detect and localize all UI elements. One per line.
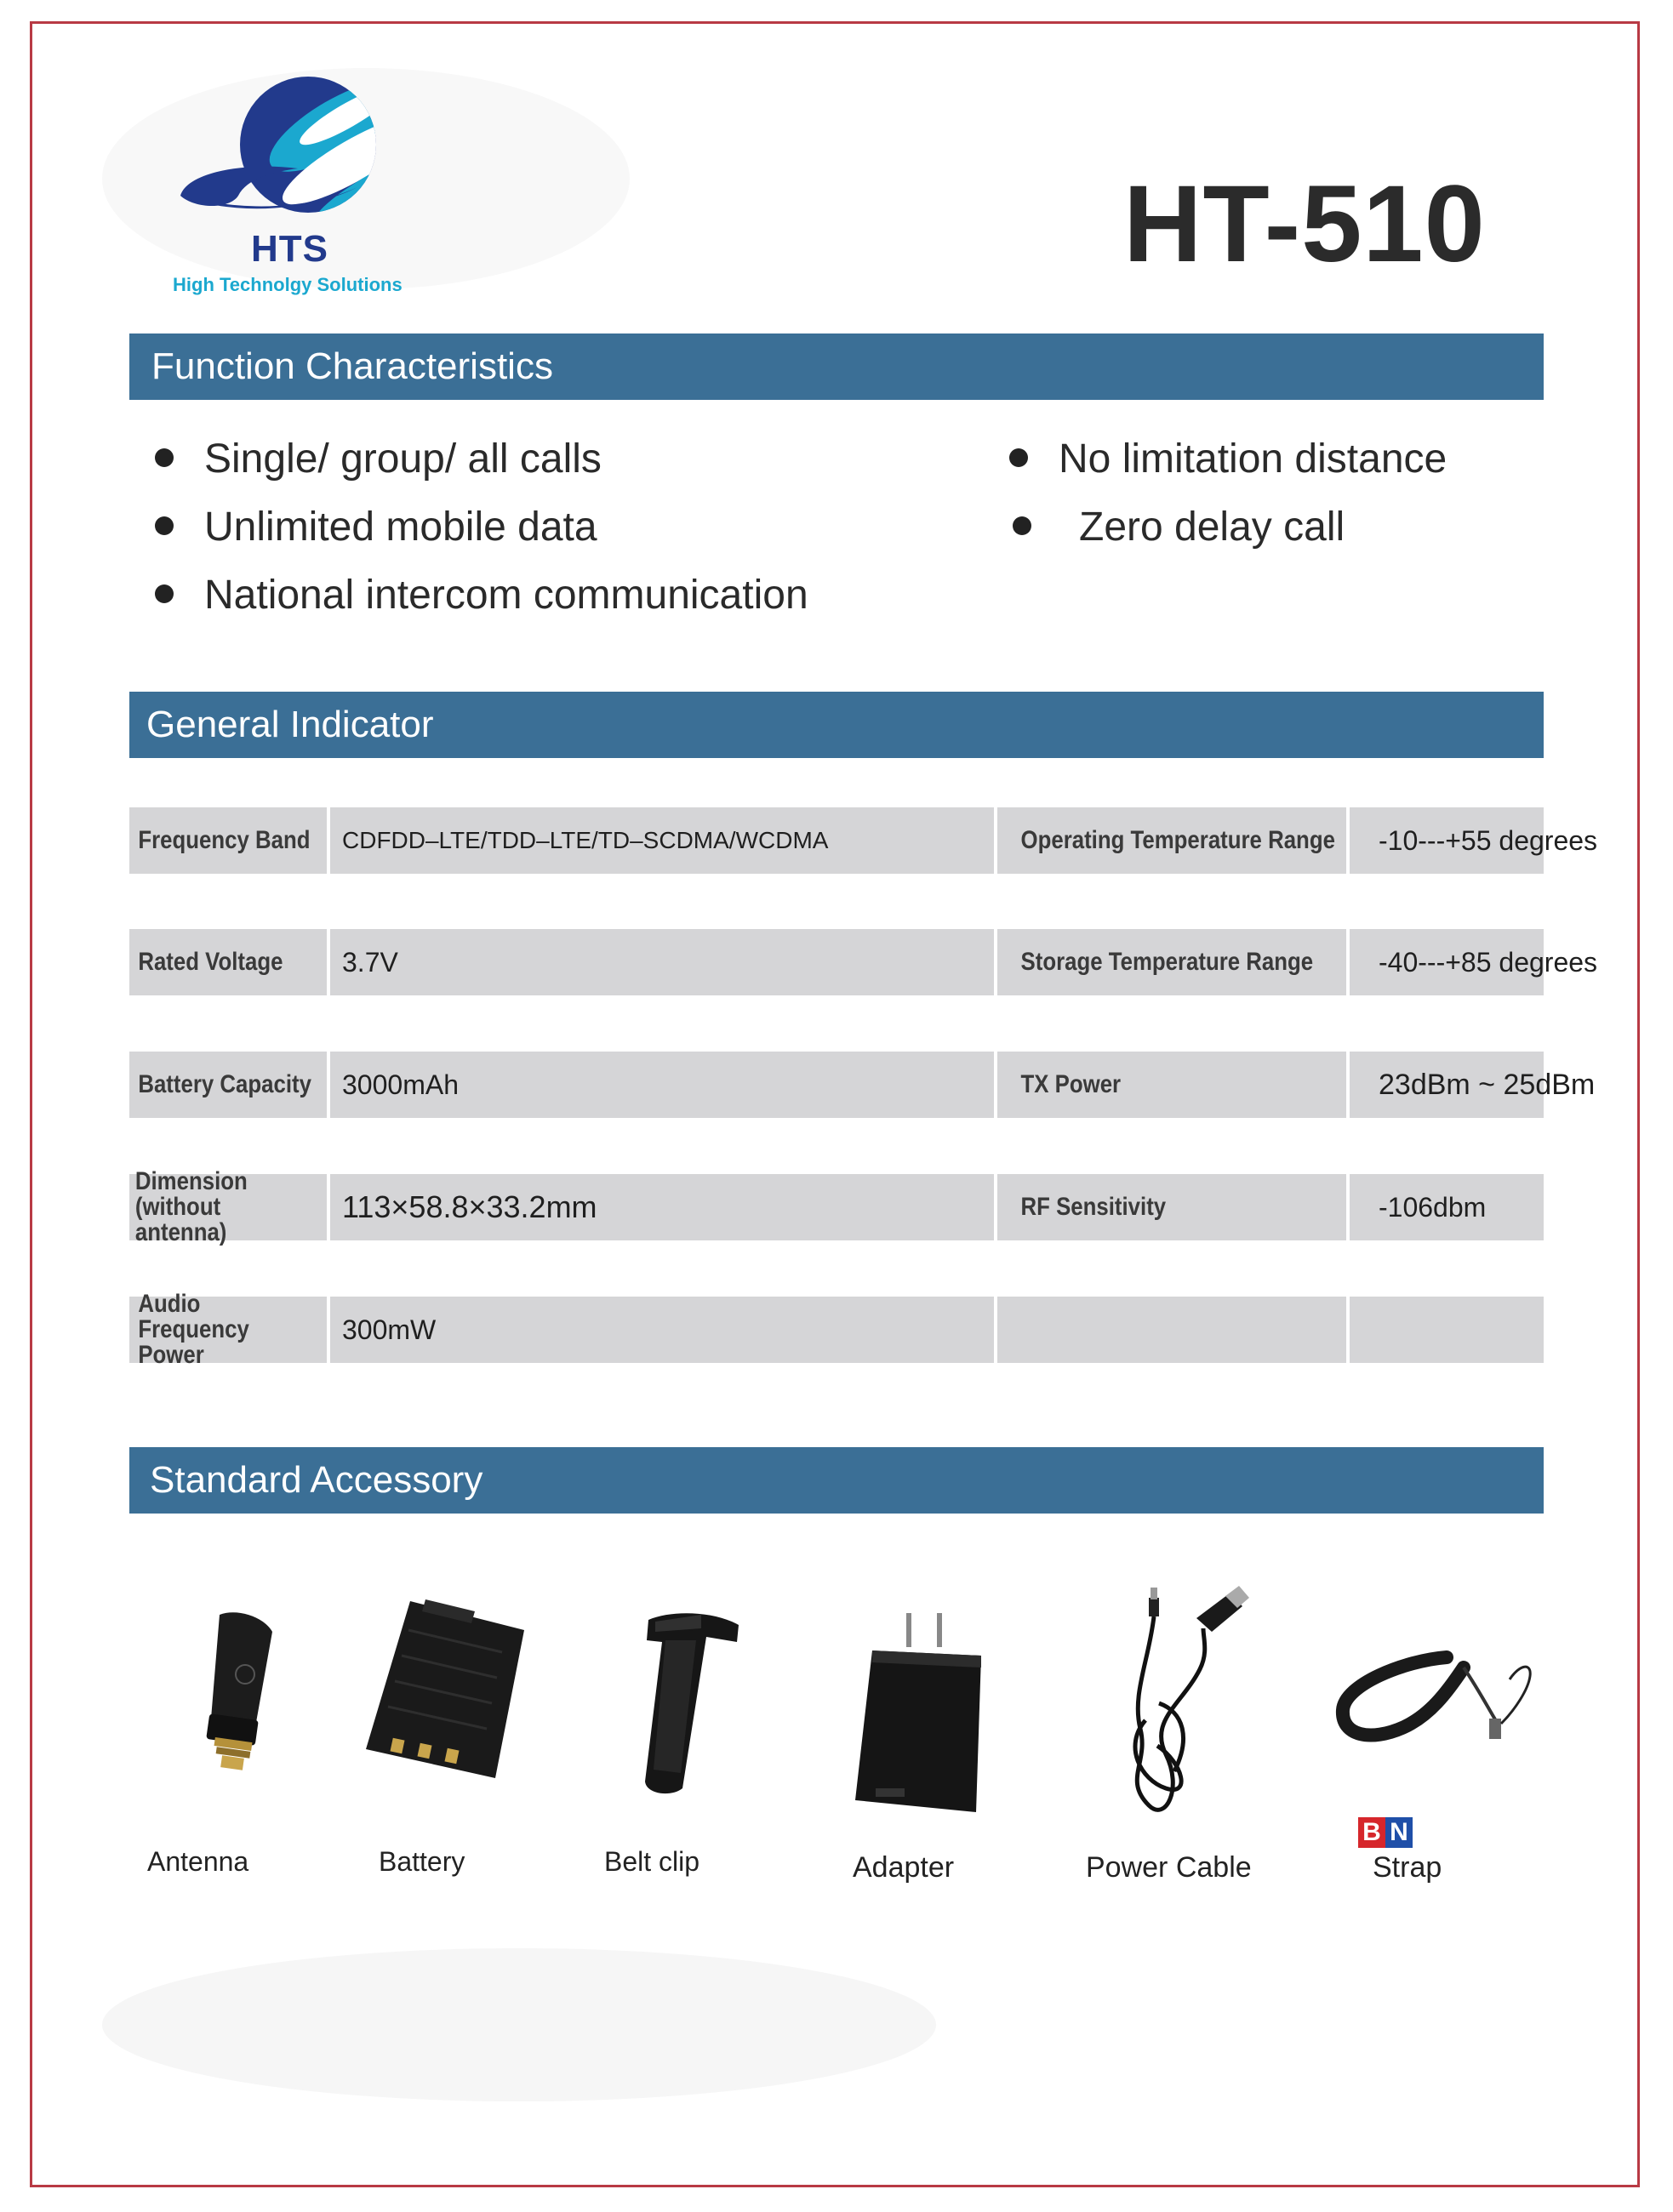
feature-item: No limitation distance bbox=[1009, 436, 1447, 482]
model-title: HT-510 bbox=[1123, 163, 1486, 285]
section-header-accessory bbox=[129, 1447, 1544, 1514]
bullet-icon bbox=[155, 516, 174, 535]
spec-value-cell: CDFDD–LTE/TDD–LTE/TD–SCDMA/WCDMA bbox=[330, 807, 994, 874]
spec-row bbox=[129, 929, 1598, 995]
spec-row bbox=[129, 1290, 1544, 1369]
accessory-label: Antenna bbox=[147, 1846, 249, 1877]
spec-value-cell: -10---+55 degrees bbox=[1350, 807, 1544, 874]
bullet-icon bbox=[1013, 516, 1031, 535]
power-cable-icon bbox=[1098, 1576, 1268, 1822]
spec-value-cell: -106dbm bbox=[1350, 1174, 1544, 1240]
spec-value-cell: 300mW bbox=[330, 1297, 994, 1363]
spec-label-cell: Frequency Band bbox=[129, 807, 327, 874]
spec-label-cell: RF Sensitivity bbox=[997, 1174, 1346, 1240]
watermark-letter: B bbox=[1358, 1817, 1385, 1848]
spec-row bbox=[129, 807, 1598, 874]
spec-label-cell: Storage Temperature Range bbox=[997, 929, 1346, 995]
spec-label-cell: Dimension (without antenna) bbox=[129, 1174, 327, 1240]
antenna-icon bbox=[170, 1608, 289, 1778]
spec-value-cell: 23dBm ~ 25dBm bbox=[1350, 1052, 1544, 1118]
spec-value-cell: -40---+85 degrees bbox=[1350, 929, 1544, 995]
spec-row bbox=[129, 1167, 1544, 1246]
section-title: Standard Accessory bbox=[150, 1459, 483, 1501]
spec-row bbox=[129, 1052, 1596, 1118]
watermark-letter: N bbox=[1385, 1817, 1413, 1848]
section-header-function bbox=[129, 334, 1544, 400]
spec-label-cell bbox=[997, 1297, 1346, 1363]
accessory-label: Belt clip bbox=[604, 1846, 700, 1877]
feature-item: Zero delay call bbox=[1013, 504, 1345, 550]
spec-label-cell: Operating Temperature Range bbox=[997, 807, 1346, 874]
brand-name: HTS bbox=[251, 228, 328, 270]
spec-value-cell bbox=[1350, 1297, 1544, 1363]
spec-value-cell: 3000mAh bbox=[330, 1052, 994, 1118]
accessory-label: Battery bbox=[379, 1846, 465, 1877]
section-title: General Indicator bbox=[146, 704, 434, 745]
bullet-icon bbox=[155, 584, 174, 603]
section-header-general bbox=[129, 692, 1544, 758]
strap-icon bbox=[1328, 1642, 1549, 1795]
belt-clip-icon bbox=[613, 1603, 749, 1799]
bullet-icon bbox=[1009, 448, 1028, 467]
feature-item: National intercom communication bbox=[155, 572, 808, 619]
section-title: Function Characteristics bbox=[151, 345, 553, 387]
spec-label-cell: Rated Voltage bbox=[129, 929, 327, 995]
spec-value-cell: 3.7V bbox=[330, 929, 994, 995]
spec-label-cell: Battery Capacity bbox=[129, 1052, 327, 1118]
spec-value-cell: 113×58.8×33.2mm bbox=[330, 1174, 994, 1240]
spec-label-cell: Audio Frequency Power bbox=[129, 1297, 327, 1363]
battery-icon bbox=[357, 1596, 528, 1783]
accessory-label: Strap bbox=[1373, 1851, 1442, 1884]
feature-item: Unlimited mobile data bbox=[155, 504, 597, 550]
accessory-label: Power Cable bbox=[1086, 1851, 1252, 1884]
feature-item: Single/ group/ all calls bbox=[155, 436, 602, 482]
adapter-icon bbox=[838, 1608, 991, 1821]
accessory-label: Adapter bbox=[853, 1851, 955, 1884]
bullet-icon bbox=[155, 448, 174, 467]
brand-tagline: High Technolgy Solutions bbox=[173, 274, 403, 295]
background-haze bbox=[102, 1948, 936, 2101]
bn-watermark bbox=[1358, 1817, 1416, 1848]
spec-label-cell: TX Power bbox=[997, 1052, 1346, 1118]
